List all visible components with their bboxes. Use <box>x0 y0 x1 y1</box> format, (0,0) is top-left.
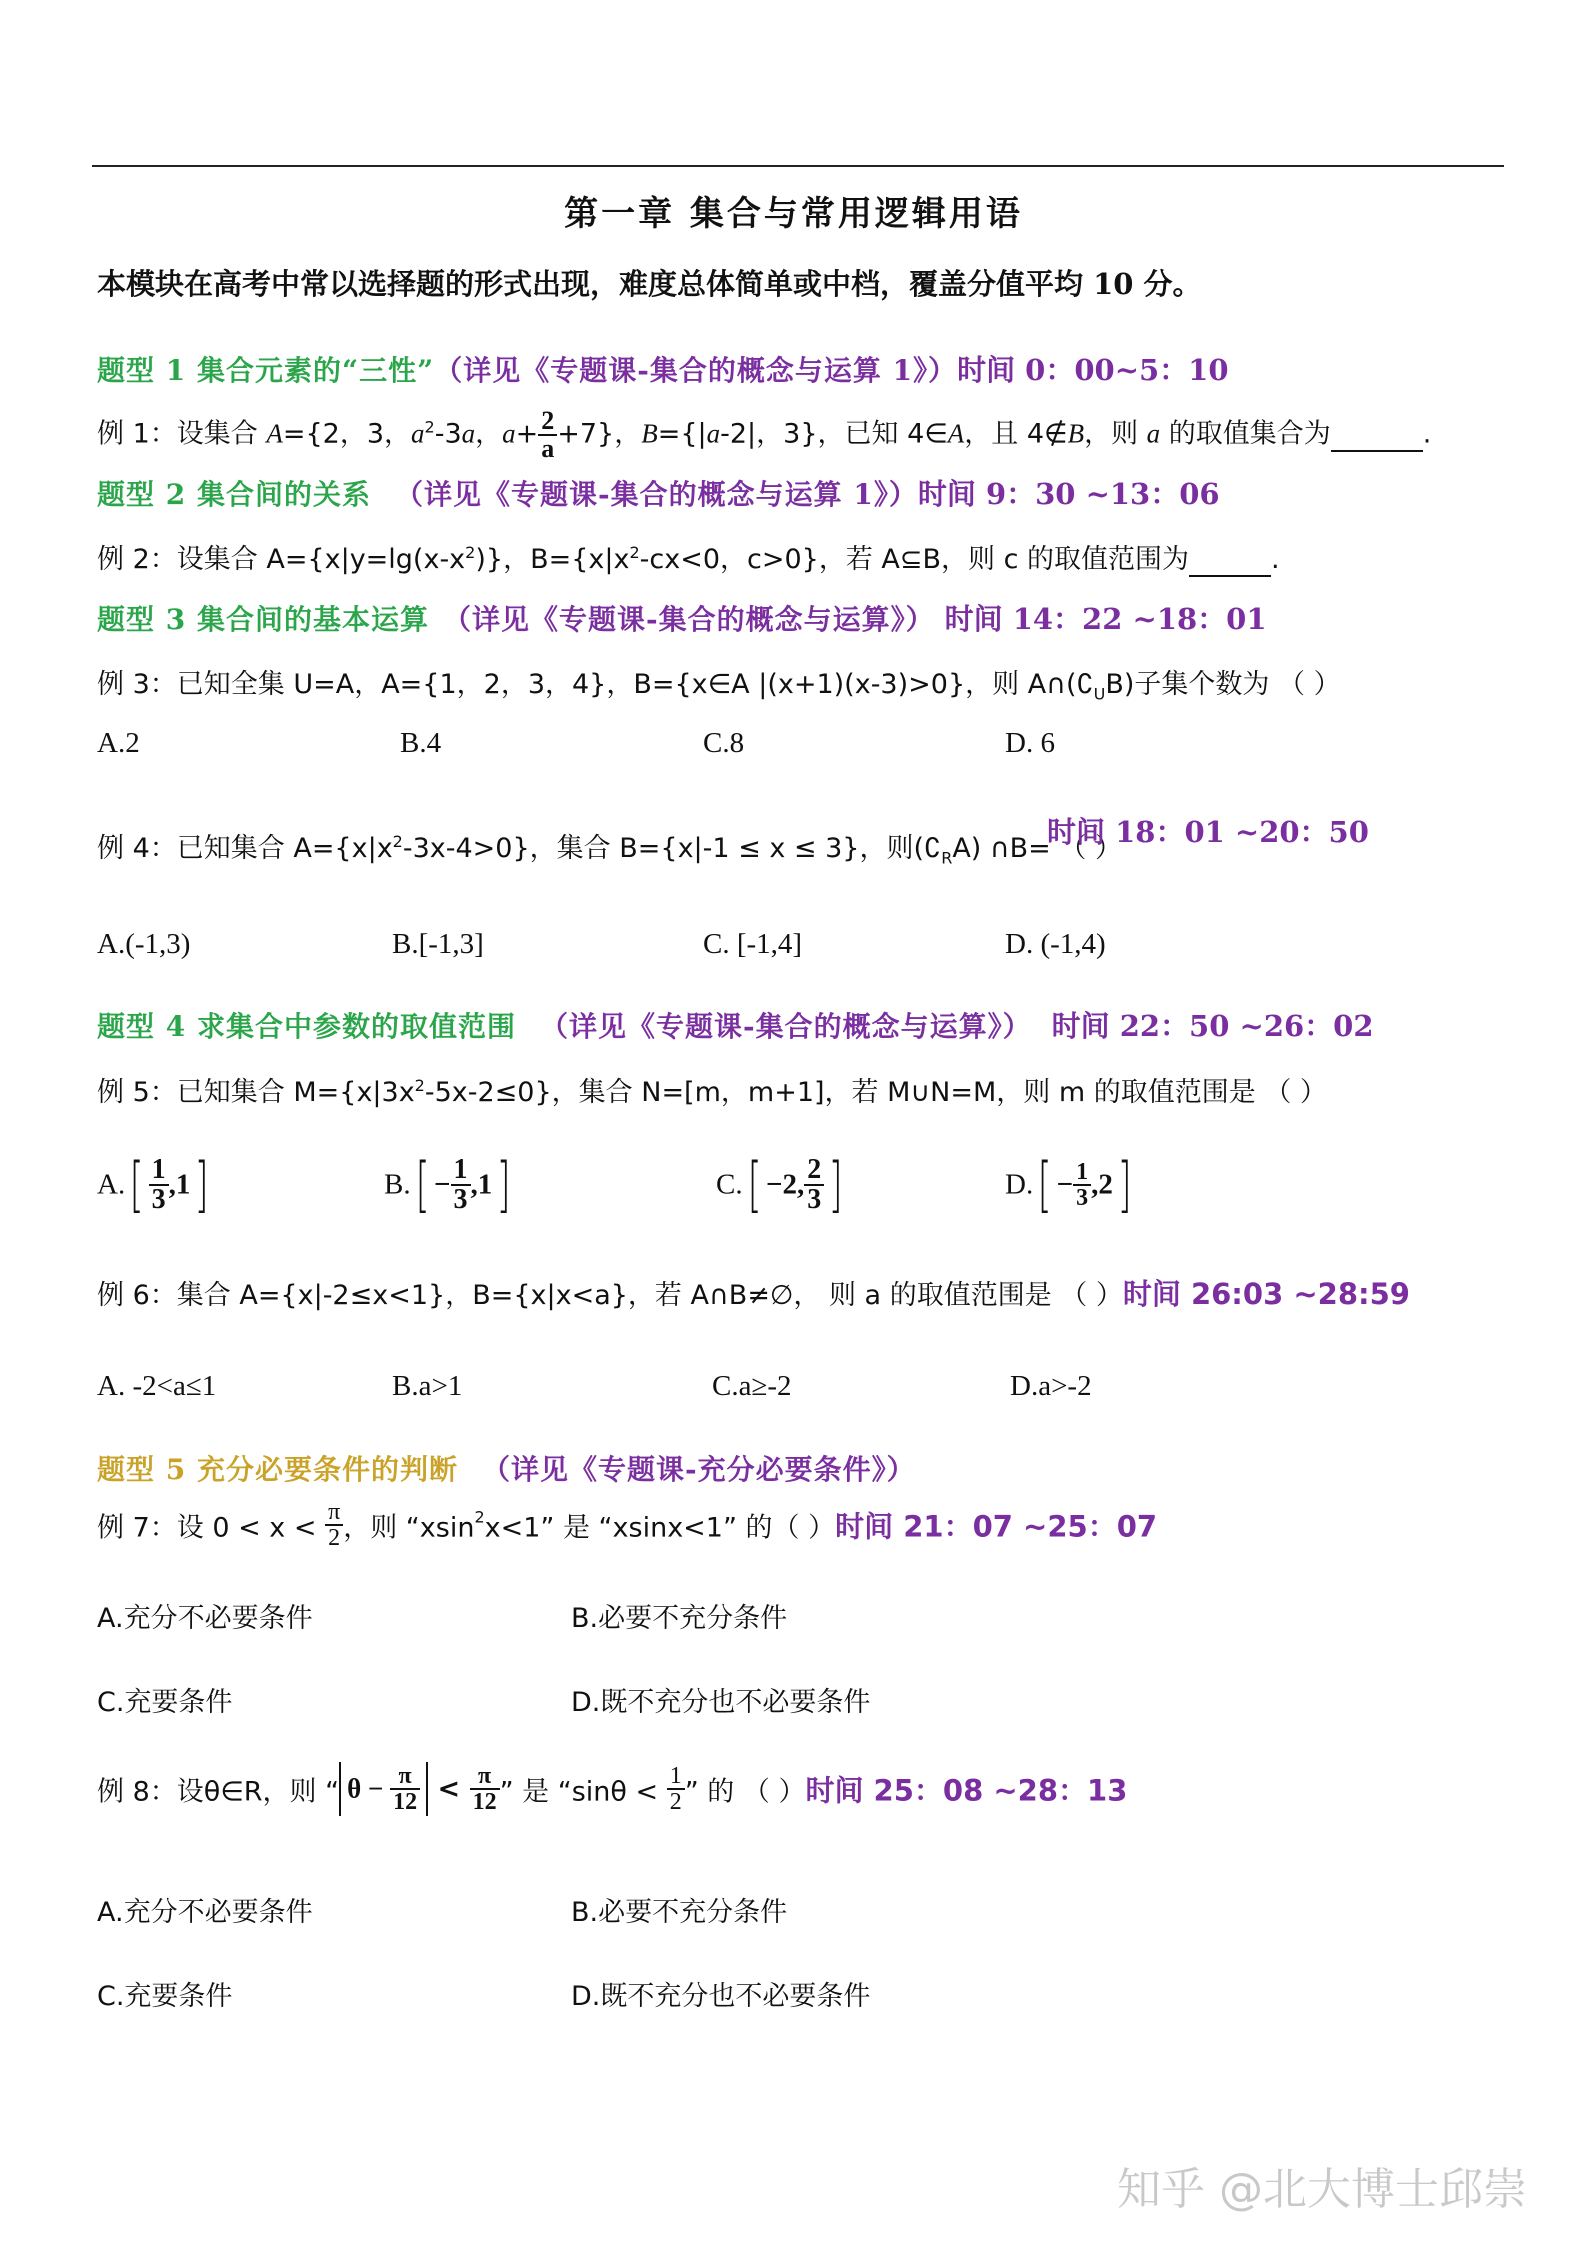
example-7: 例 7：设 0 < x < $\frac{\pi}{2}$ ，则 “xsin$^2$x<1” 是 “xsinx<1” 的（ ）时间 21：07 ~25：07 <box>97 1499 1158 1551</box>
type5-label: 题型 5 充分必要条件的判断 <box>97 1453 458 1486</box>
example-8: 例 8：设θ∈R，则 “ θ − $\frac{\pi}{12}$ < $\frac{\pi}{12}$ ” 是 “sinθ < $\frac{1}{2}$ ” 的 （ ）时间 25：08 ~28：13 <box>97 1763 1128 1815</box>
ex6-option-b: B.a>1 <box>392 1370 463 1402</box>
type5-ref: （详见《专题课-充分必要条件》） <box>481 1453 916 1486</box>
ex6-option-c: C.a≥-2 <box>712 1370 792 1402</box>
example-3: 例 3：已知全集 U=A，A={1，2，3，4}，B={x∈A |(x+1)(x-3)>0}，则 $A\cap(∁_UB)$子集个数为 （ ） <box>97 669 1341 704</box>
ex4-option-a: A.(-1,3) <box>97 928 191 960</box>
type4-time: 时间 22：50 ~26：02 <box>1051 1009 1374 1043</box>
ex5-option-b: B.[ − $\frac{1}{3}$ ,1] <box>384 1150 512 1220</box>
type1-ref: （详见《专题课-集合的概念与运算 1》） <box>448 354 958 387</box>
answer-blank <box>1331 419 1423 452</box>
example-1: 例 1：设集合 A={2，3，$a^2-3a$，a+ $\frac{2}{a}$ +7}，B={|a-2|，3}，已知 4∈A，且 4∉B，则 a 的取值集合为 . <box>97 406 1432 463</box>
type2-time: 时间 9：30 ~13：06 <box>917 477 1220 511</box>
ex4-option-b: B.[-1,3] <box>392 928 484 960</box>
absolute-value-expr: θ − $\frac{\pi}{12}$ <box>339 1762 428 1816</box>
ex5-option-a: A.[ $\frac{1}{3}$ ,1] <box>97 1150 210 1220</box>
example-4: 例 4：已知集合 $A=\{x|x^2-3x-4>0\}$，集合 B={x|-1 ≤ x ≤ 3}，则$(∁_RA)$ ∩B= （ ） <box>97 832 1122 868</box>
ex8-option-a: A.充分不必要条件 <box>97 1897 313 1928</box>
ex8-option-c: C.充要条件 <box>97 1981 233 2012</box>
type2-label: 题型 2 集合间的关系 <box>97 478 371 511</box>
ex3-option-a: A.2 <box>97 727 140 759</box>
example-2: 例 2：设集合 $A=\{x|y=\lg(x-x^2)\}$，$B=\{x|x^2-cx<0$，c>0}，若 A⊆B，则 c 的取值范围为 . <box>97 543 1280 575</box>
ex8-option-d: D.既不充分也不必要条件 <box>571 1981 871 2012</box>
ex6-time: 时间 26:03 ~28:59 <box>1122 1277 1410 1311</box>
ex5-option-c: C.[ −2, $\frac{2}{3}$ ] <box>716 1150 844 1220</box>
type5-heading <box>97 1448 916 1488</box>
ex4-option-c: C. [-1,4] <box>703 928 803 960</box>
ex6-option-a: A. -2<a≤1 <box>97 1370 217 1402</box>
chapter-title: 第一章 集合与常用逻辑用语 <box>564 194 1023 234</box>
type1-time: 时间 0：00~5：10 <box>957 353 1229 387</box>
ex7-option-a: A.充分不必要条件 <box>97 1603 313 1634</box>
zhihu-watermark: 知乎 @北大博士邱崇 <box>1117 2164 1527 2215</box>
module-intro: 本模块在高考中常以选择题的形式出现，难度总体简单或中档，覆盖分值平均 10 分。 <box>97 267 1202 301</box>
header-rule <box>92 165 1504 167</box>
type4-heading <box>97 1004 1374 1045</box>
ex5-option-d: D.[ − $\frac{1}{3}$ ,2] <box>1005 1150 1132 1220</box>
ex7-time: 时间 21：07 ~25：07 <box>835 1509 1158 1544</box>
type1-heading <box>97 348 1229 389</box>
ex4-time: 时间 18：01 ~20：50 <box>1047 815 1369 849</box>
ex3-option-b: B.4 <box>400 727 442 759</box>
ex7-option-b: B.必要不充分条件 <box>571 1603 788 1634</box>
ex3-option-d: D. 6 <box>1005 727 1055 759</box>
example-6: 例 6：集合 A={x|-2≤x<1}，B={x|x<a}，若 A∩B≠∅， 则 a 的取值范围是 （ ）时间 26:03 ~28:59 <box>97 1277 1410 1311</box>
ex8-option-b: B.必要不充分条件 <box>571 1897 788 1928</box>
answer-blank <box>1189 544 1271 577</box>
ex8-time: 时间 25：08 ~28：13 <box>805 1773 1128 1808</box>
type4-label: 题型 4 求集合中参数的取值范围 <box>97 1010 516 1043</box>
type3-heading <box>97 597 1267 638</box>
type3-label: 题型 3 集合间的基本运算 <box>97 603 429 636</box>
type2-ref: （详见《专题课-集合的概念与运算 1》） <box>394 478 918 511</box>
ex3-option-c: C.8 <box>703 727 745 759</box>
type3-time: 时间 14：22 ~18：01 <box>944 602 1267 636</box>
ex7-option-d: D.既不充分也不必要条件 <box>571 1687 871 1718</box>
ex7-option-c: C.充要条件 <box>97 1687 233 1718</box>
type4-ref: （详见《专题课-集合的概念与运算》） <box>539 1010 1032 1043</box>
type3-ref: （详见《专题课-集合的概念与运算》） <box>442 603 935 636</box>
ex4-option-d: D. (-1,4) <box>1005 928 1106 960</box>
example-5: 例 5：已知集合 $M=\{x|3x^2-5x-2\le 0\}$，集合 N=[m，m+1]，若 M∪N=M，则 m 的取值范围是 （ ） <box>97 1076 1327 1108</box>
fraction-2-over-a: $\frac{2}{a}$ <box>538 408 557 462</box>
ex6-option-d: D.a>-2 <box>1010 1370 1092 1402</box>
type1-label: 题型 1 集合元素的“三性” <box>97 354 435 387</box>
type2-heading <box>97 472 1220 513</box>
